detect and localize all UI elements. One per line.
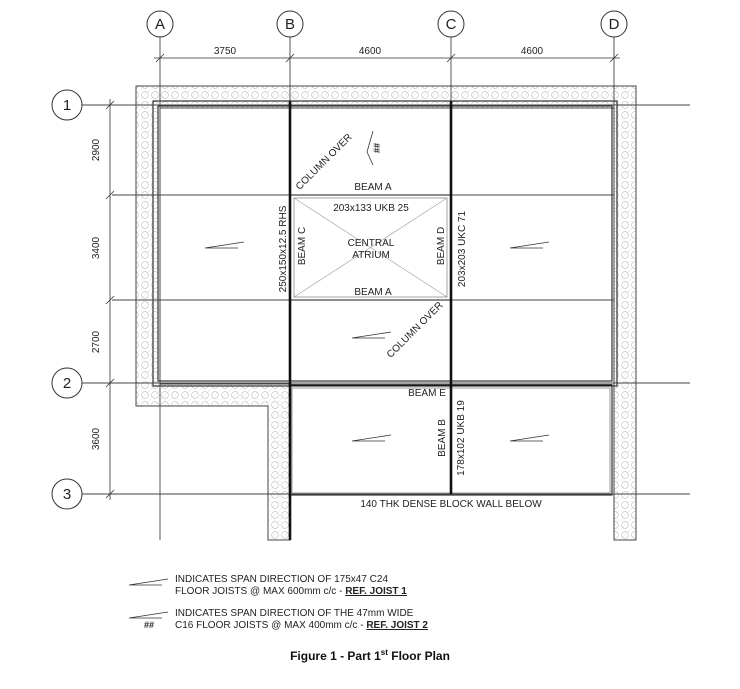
- joist2-legend-marker: ##: [144, 620, 155, 630]
- beam-a-top-label: BEAM A: [354, 182, 392, 193]
- beam-b-label: BEAM B: [437, 419, 448, 457]
- dimension-1-a: 2900: [91, 138, 102, 162]
- grid-label-row-3: 3: [62, 486, 72, 503]
- block-wall-label: 140 THK DENSE BLOCK WALL BELOW: [360, 499, 542, 510]
- dimension-b-c: 4600: [358, 46, 382, 57]
- joist2-legend-line1: INDICATES SPAN DIRECTION OF THE 47mm WIDE: [175, 608, 414, 619]
- beam-a-bottom-label: BEAM A: [354, 287, 392, 298]
- grid-label-col-b: B: [284, 16, 296, 33]
- joist2-ref: REF. JOIST 2: [366, 620, 428, 631]
- joist2-marker: ##: [372, 142, 382, 154]
- masonry-walls: [136, 86, 636, 540]
- joist1-ref: REF. JOIST 1: [345, 586, 407, 597]
- grid-label-row-1: 1: [62, 97, 72, 114]
- dimension-1-2: 2700: [91, 330, 102, 354]
- joist2-legend-line2: C16 FLOOR JOISTS @ MAX 400mm c/c - REF. JOIST 2: [175, 620, 428, 631]
- beam-lines: [290, 101, 612, 540]
- dimension-chain-vertical: [106, 99, 114, 500]
- dimension-c-d: 4600: [520, 46, 544, 57]
- grid-label-row-2: 2: [62, 375, 72, 392]
- dimension-1-b: 3400: [91, 236, 102, 260]
- figure-caption: Figure 1 - Part 1st Floor Plan: [290, 648, 450, 663]
- grid-label-col-d: D: [608, 16, 620, 33]
- beam-c-label: BEAM C: [297, 226, 308, 266]
- grid-label-col-c: C: [445, 16, 457, 33]
- grid-label-col-a: A: [154, 16, 166, 33]
- beam-d-label: BEAM D: [436, 226, 447, 266]
- joist1-legend-line2: FLOOR JOISTS @ MAX 600mm c/c - REF. JOIST 1: [175, 586, 407, 597]
- legend: [129, 574, 428, 631]
- column-over-mid-label: COLUMN OVER: [385, 300, 446, 361]
- dimension-a-b: 3750: [213, 46, 237, 57]
- atrium-label-line2: ATRIUM: [352, 250, 390, 261]
- beam-a-section-label: 203x133 UKB 25: [333, 203, 409, 214]
- beam-b-section-label: 178x102 UKB 19: [456, 400, 467, 476]
- beam-e-label: BEAM E: [408, 388, 446, 399]
- beam-c-section-label: 250x150x12.5 RHS: [278, 205, 289, 293]
- beam-d-section-label: 203x203 UKC 71: [457, 210, 468, 288]
- joist1-legend-line1: INDICATES SPAN DIRECTION OF 175x47 C24: [175, 574, 389, 585]
- atrium-label-line1: CENTRAL: [347, 238, 395, 249]
- column-over-top-label: COLUMN OVER: [294, 132, 355, 193]
- joist1-legend-symbol: [129, 579, 168, 585]
- dimension-2-3: 3600: [91, 427, 102, 451]
- joist2-legend-symbol: [129, 612, 168, 618]
